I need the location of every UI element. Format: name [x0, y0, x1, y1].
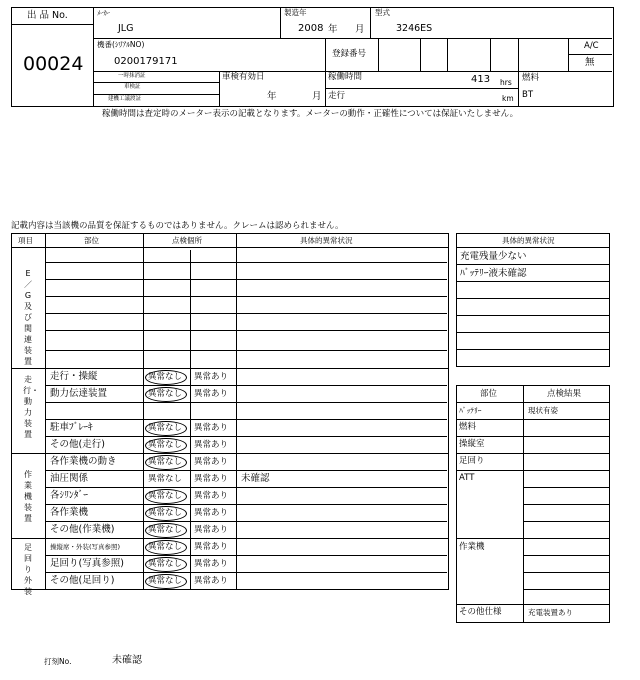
result-part-battery: ﾊﾞｯﾃﾘｰ [459, 406, 482, 415]
ok-option: 異常なし [148, 457, 183, 467]
cert-vehicle-inspection: 車検証 [124, 84, 141, 90]
section-label-drive: 走行・動力装置 [23, 375, 39, 439]
model-value: 3246ES [396, 23, 433, 34]
result-value-other: 充電装置あり [528, 608, 573, 617]
part-hydraulics: 油圧関係 [50, 473, 89, 484]
month-unit: 月 [355, 24, 365, 35]
part-power-transmission: 動力伝達装置 [50, 388, 108, 399]
hours-note: 稼働時間は査定時のメーター表示の記載となります。メーターの動作・正確性については保証いたしません。 [102, 109, 519, 119]
ok-option: 異常なし [148, 372, 183, 382]
part-other-undercarriage: その他(足回り) [50, 575, 115, 586]
ok-option: 異常なし [148, 559, 183, 569]
ok-option: 異常なし [148, 389, 183, 399]
registration-label: 登録番号 [332, 49, 367, 59]
part-undercarriage-photo: 足回り(写真参照) [50, 558, 124, 569]
ok-option: 異常なし [148, 576, 183, 586]
ng-option: 異常あり [194, 474, 229, 484]
ng-option: 異常あり [194, 559, 229, 569]
inspection-month: 月 [312, 91, 322, 102]
stamp-value: 未確認 [112, 655, 142, 666]
ng-option: 異常あり [194, 542, 229, 552]
model-label: 型式 [375, 8, 390, 17]
hours-unit: hrs [500, 78, 512, 87]
section-label-engine: E／G及び関連装置 [24, 269, 32, 366]
part-travel-steering: 走行・操縦 [50, 371, 98, 382]
result-part-other: その他仕様 [459, 607, 502, 617]
ac-label: A/C [584, 41, 599, 51]
header-abnormal: 具体的異常状況 [300, 236, 353, 245]
ok-option: 異常なし [148, 474, 183, 484]
ng-option: 異常あり [194, 508, 229, 518]
lot-label: 出 品 No. [27, 10, 68, 21]
result-header-part: 部位 [480, 389, 498, 399]
hours-label: 稼働時間 [328, 72, 363, 82]
part-cab-exterior: 操縦席・外装(写真参照) [50, 543, 121, 551]
ok-option: 異常なし [148, 423, 183, 433]
cert-temp-deregistration: 一時抹消証 [118, 73, 146, 79]
part-other-work: その他(作業機) [50, 524, 115, 535]
ng-option: 異常あり [194, 576, 229, 586]
km-unit: km [502, 94, 514, 103]
section-label-undercarriage: 足回り外装 [24, 543, 32, 596]
ng-option: 異常あり [194, 491, 229, 501]
fuel-value: BT [522, 90, 534, 100]
ac-value: 無 [585, 57, 595, 68]
section-label-work: 作業機装置 [24, 470, 32, 523]
header-part: 部位 [84, 236, 99, 245]
header-check: 点検個所 [172, 236, 202, 245]
maker-value: JLG [118, 23, 134, 34]
part-work-movement: 各作業機の動き [50, 456, 117, 467]
ok-option: 異常なし [148, 491, 183, 501]
result-part-undercarriage: 足回り [459, 456, 485, 466]
ng-option: 異常あり [194, 423, 229, 433]
serial-value: 0200179171 [114, 56, 178, 67]
ng-option: 異常あり [194, 457, 229, 467]
ok-option: 異常なし [148, 440, 183, 450]
result-header-result: 点検結果 [547, 389, 582, 399]
inspection-label: 車検有効日 [222, 72, 265, 82]
abnormal-note-battery: ﾊﾞｯﾃﾘｰ液未確認 [460, 268, 527, 279]
travel-label: 走行 [328, 91, 346, 101]
ng-option: 異常あり [194, 389, 229, 399]
fuel-label: 燃料 [522, 73, 540, 83]
result-value-battery: 現状有姿 [528, 406, 558, 415]
ok-option: 異常なし [148, 542, 183, 552]
ng-option: 異常あり [194, 372, 229, 382]
ok-option: 異常なし [148, 508, 183, 518]
part-other-travel: その他(走行) [50, 439, 105, 450]
detail-hydraulics: 未確認 [241, 473, 270, 484]
ng-option: 異常あり [194, 440, 229, 450]
result-part-att: ATT [459, 473, 475, 483]
abnormal-note-charge: 充電残量少ない [460, 251, 527, 262]
lot-number: 00024 [23, 53, 84, 75]
cert-transfer: 建機工議渡証 [108, 96, 142, 102]
serial-label: 機番(ｼﾘｱﾙNO) [97, 40, 145, 49]
maker-label: ﾒｰｶｰ [97, 9, 110, 17]
part-work-equipment: 各作業機 [50, 507, 89, 518]
ok-option: 異常なし [148, 525, 183, 535]
year-unit: 年 [328, 24, 338, 35]
result-part-work: 作業機 [459, 542, 485, 552]
result-part-cab: 操縦室 [459, 439, 485, 449]
disclaimer: 記載内容は当該機の品質を保証するものではありません。クレームは認められません。 [11, 221, 344, 231]
year-label: 製造年 [284, 8, 307, 17]
hours-value: 413 [471, 74, 491, 85]
inspection-year: 年 [267, 91, 277, 102]
year-value: 2008 [298, 23, 324, 34]
right-top-header: 具体的異常状況 [502, 236, 555, 245]
part-cylinders: 各ｼﾘﾝﾀﾞｰ [50, 490, 89, 501]
ng-option: 異常あり [194, 525, 229, 535]
stamp-label: 打刻No. [44, 657, 72, 666]
result-part-fuel: 燃料 [459, 422, 477, 432]
part-parking-brake: 駐車ﾌﾞﾚｰｷ [50, 422, 93, 433]
header-item: 項目 [18, 236, 33, 245]
